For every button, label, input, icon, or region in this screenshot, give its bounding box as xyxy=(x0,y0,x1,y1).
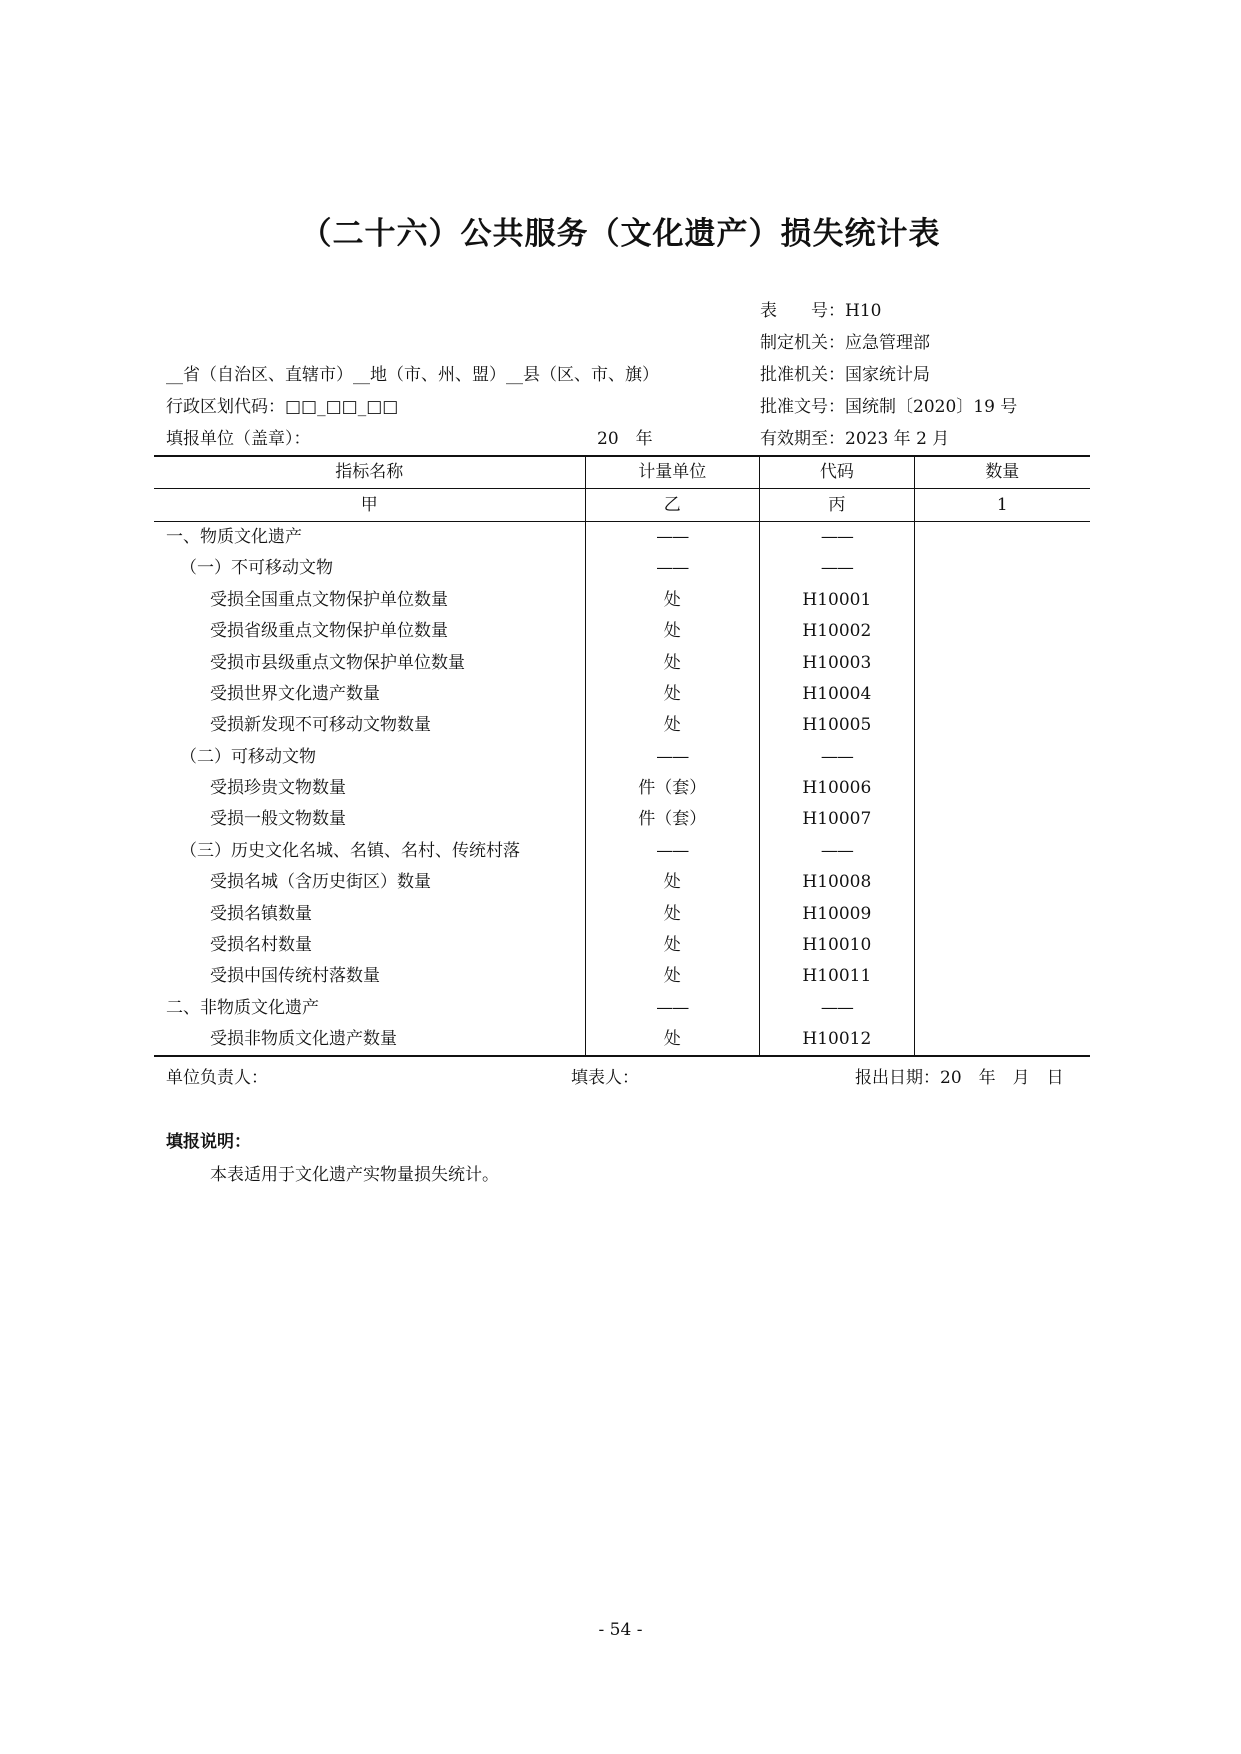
page-number: - 54 - xyxy=(598,1620,643,1640)
code-cell: H10007 xyxy=(760,804,915,835)
quantity-cell[interactable] xyxy=(914,585,1090,616)
approval-number: 批准文号：国统制〔2020〕19 号 xyxy=(760,397,1018,417)
column-header-indicator: 指标名称 xyxy=(154,456,585,489)
table-row xyxy=(154,585,1090,616)
table-row xyxy=(154,679,1090,710)
quantity-cell[interactable] xyxy=(914,647,1090,678)
filler-label: 填表人： xyxy=(571,1068,639,1088)
unit-cell: —— xyxy=(585,742,759,773)
indicator-name: 受损全国重点文物保护单位数量 xyxy=(154,585,585,616)
quantity-cell[interactable] xyxy=(914,867,1090,898)
table-row xyxy=(154,930,1090,961)
region-code-label: 行政区划代码：□□_□□_□□ xyxy=(166,397,399,417)
table-row xyxy=(154,710,1090,741)
code-cell: —— xyxy=(760,993,915,1024)
quantity-cell[interactable] xyxy=(914,804,1090,835)
table-row xyxy=(154,898,1090,929)
quantity-cell[interactable] xyxy=(914,961,1090,992)
quantity-cell[interactable] xyxy=(914,553,1090,584)
table-subheader-row xyxy=(154,489,1090,521)
indicator-name: 受损珍贵文物数量 xyxy=(154,773,585,804)
code-cell: H10001 xyxy=(760,585,915,616)
table-row xyxy=(154,742,1090,773)
table-row xyxy=(154,1024,1090,1056)
unit-cell: —— xyxy=(585,553,759,584)
indicator-name: 一、物质文化遗产 xyxy=(154,521,585,553)
unit-cell: 处 xyxy=(585,616,759,647)
unit-cell: 处 xyxy=(585,867,759,898)
code-cell: H10008 xyxy=(760,867,915,898)
unit-cell: 处 xyxy=(585,647,759,678)
unit-cell: 处 xyxy=(585,679,759,710)
unit-cell: 件（套） xyxy=(585,773,759,804)
unit-head-label: 单位负责人： xyxy=(166,1068,268,1088)
unit-cell: 件（套） xyxy=(585,804,759,835)
code-cell: H10010 xyxy=(760,930,915,961)
code-cell: —— xyxy=(760,521,915,553)
indicator-name: 受损名镇数量 xyxy=(154,898,585,929)
unit-cell: —— xyxy=(585,521,759,553)
code-cell: —— xyxy=(760,553,915,584)
table-row xyxy=(154,804,1090,835)
column-header-quantity: 数量 xyxy=(914,456,1090,489)
report-date-label: 报出日期：20 年 月 日 xyxy=(855,1068,1064,1088)
column-header-unit: 计量单位 xyxy=(585,456,759,489)
subheader-bing: 丙 xyxy=(760,489,915,521)
table-row xyxy=(154,616,1090,647)
table-row xyxy=(154,836,1090,867)
table-row xyxy=(154,647,1090,678)
region-line: __省（自治区、直辖市）__地（市、州、盟）__县（区、市、旗） xyxy=(166,365,659,385)
indicator-name: 受损市县级重点文物保护单位数量 xyxy=(154,647,585,678)
page-title: （二十六）公共服务（文化遗产）损失统计表 xyxy=(300,216,941,252)
subheader-yi: 乙 xyxy=(585,489,759,521)
indicator-name: 受损一般文物数量 xyxy=(154,804,585,835)
table-number: 表 号：H10 xyxy=(760,301,882,321)
unit-cell: 处 xyxy=(585,930,759,961)
unit-cell: —— xyxy=(585,836,759,867)
table-row xyxy=(154,961,1090,992)
unit-cell: 处 xyxy=(585,710,759,741)
subheader-jia: 甲 xyxy=(154,489,585,521)
quantity-cell[interactable] xyxy=(914,742,1090,773)
table-row xyxy=(154,867,1090,898)
code-cell: H10011 xyxy=(760,961,915,992)
indicator-name: 受损世界文化遗产数量 xyxy=(154,679,585,710)
indicator-name: （二）可移动文物 xyxy=(154,742,585,773)
issuing-authority: 制定机关：应急管理部 xyxy=(760,333,930,353)
table-row xyxy=(154,553,1090,584)
quantity-cell[interactable] xyxy=(914,521,1090,553)
table-header-row xyxy=(154,456,1090,489)
quantity-cell[interactable] xyxy=(914,898,1090,929)
indicator-name: （一）不可移动文物 xyxy=(154,553,585,584)
subheader-1: 1 xyxy=(914,489,1090,521)
notes-text: 本表适用于文化遗产实物量损失统计。 xyxy=(210,1165,499,1185)
code-cell: —— xyxy=(760,836,915,867)
quantity-cell[interactable] xyxy=(914,679,1090,710)
indicator-name: （三）历史文化名城、名镇、名村、传统村落 xyxy=(154,836,585,867)
approving-authority: 批准机关：国家统计局 xyxy=(760,365,930,385)
quantity-cell[interactable] xyxy=(914,836,1090,867)
notes-title: 填报说明： xyxy=(166,1132,251,1152)
statistics-table xyxy=(154,455,1090,1057)
code-cell: H10009 xyxy=(760,898,915,929)
unit-cell: 处 xyxy=(585,898,759,929)
code-cell: —— xyxy=(760,742,915,773)
code-cell: H10006 xyxy=(760,773,915,804)
indicator-name: 受损名村数量 xyxy=(154,930,585,961)
indicator-name: 受损名城（含历史街区）数量 xyxy=(154,867,585,898)
quantity-cell[interactable] xyxy=(914,1024,1090,1056)
indicator-name: 受损中国传统村落数量 xyxy=(154,961,585,992)
table-row xyxy=(154,773,1090,804)
code-cell: H10003 xyxy=(760,647,915,678)
reporting-unit-label: 填报单位（盖章）： xyxy=(166,429,311,449)
quantity-cell[interactable] xyxy=(914,710,1090,741)
indicator-name: 受损省级重点文物保护单位数量 xyxy=(154,616,585,647)
valid-until: 有效期至：2023 年 2 月 xyxy=(760,429,950,449)
report-year: 20 年 xyxy=(597,429,653,449)
indicator-name: 受损新发现不可移动文物数量 xyxy=(154,710,585,741)
unit-cell: —— xyxy=(585,993,759,1024)
table-row xyxy=(154,521,1090,553)
unit-cell: 处 xyxy=(585,1024,759,1056)
code-cell: H10005 xyxy=(760,710,915,741)
quantity-cell[interactable] xyxy=(914,930,1090,961)
indicator-name: 受损非物质文化遗产数量 xyxy=(154,1024,585,1056)
unit-cell: 处 xyxy=(585,585,759,616)
unit-cell: 处 xyxy=(585,961,759,992)
table-row xyxy=(154,993,1090,1024)
quantity-cell[interactable] xyxy=(914,993,1090,1024)
code-cell: H10004 xyxy=(760,679,915,710)
indicator-name: 二、非物质文化遗产 xyxy=(154,993,585,1024)
quantity-cell[interactable] xyxy=(914,773,1090,804)
column-header-code: 代码 xyxy=(760,456,915,489)
quantity-cell[interactable] xyxy=(914,616,1090,647)
code-cell: H10012 xyxy=(760,1024,915,1056)
code-cell: H10002 xyxy=(760,616,915,647)
